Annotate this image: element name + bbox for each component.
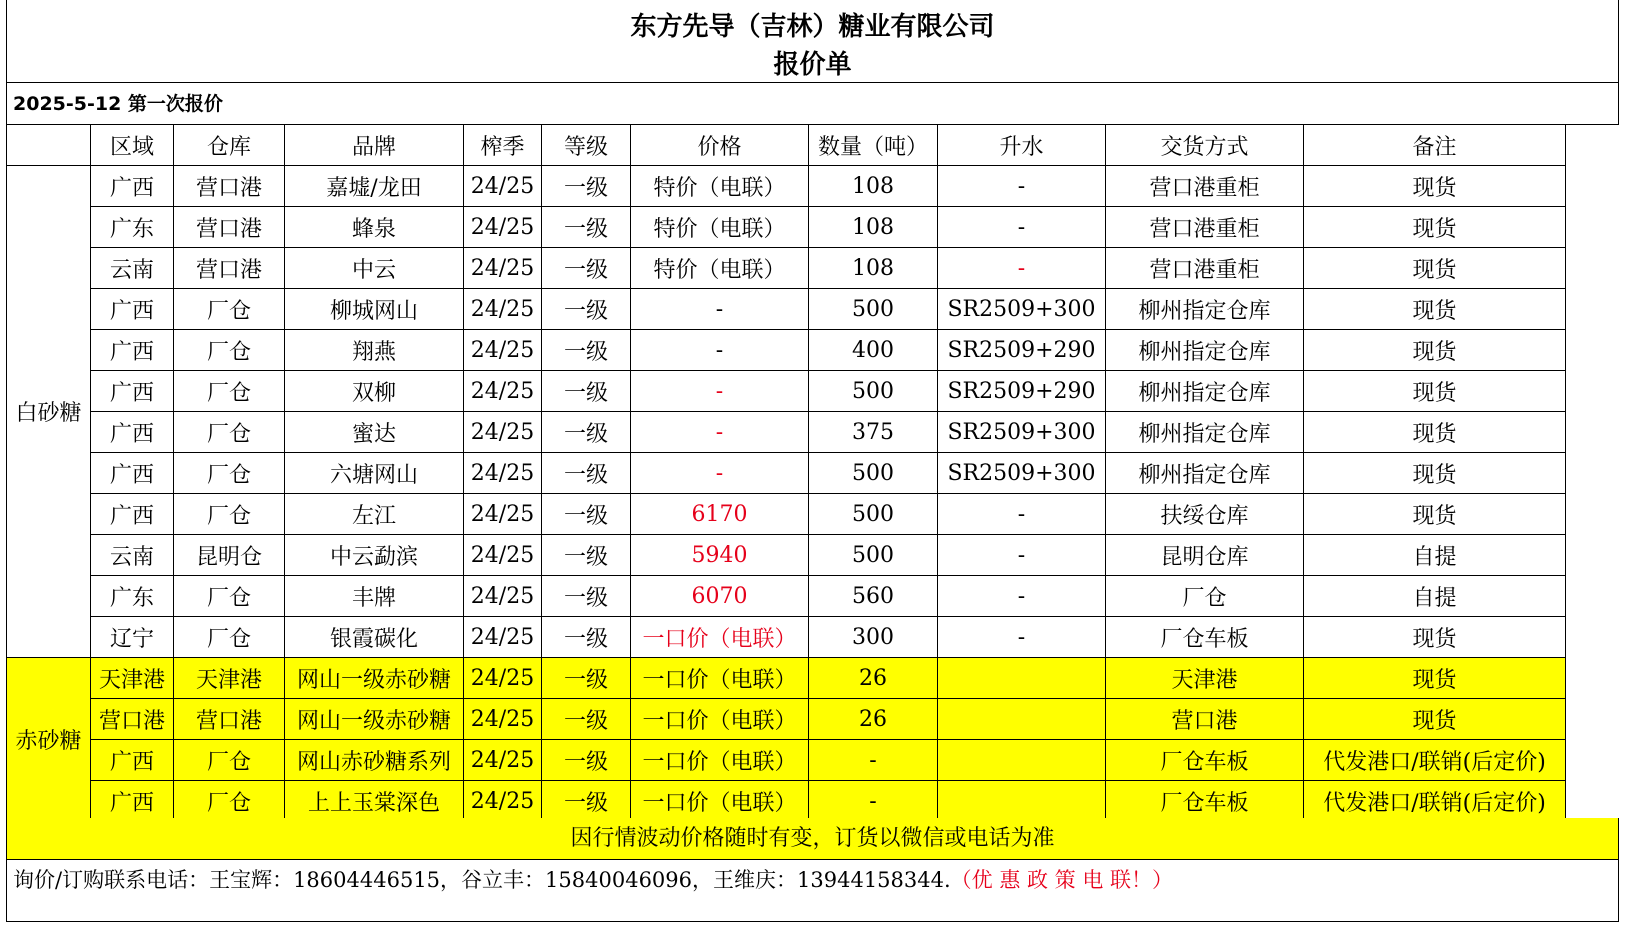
cell-premium: -: [938, 617, 1106, 658]
cell-warehouse: 厂仓: [174, 289, 285, 330]
cell-note: 现货: [1304, 207, 1566, 248]
cell-delivery: 扶绥仓库: [1106, 494, 1304, 535]
cell-warehouse: 昆明仓: [174, 535, 285, 576]
cell-price: 一口价（电联）: [631, 781, 809, 822]
cell-price: 一口价（电联）: [631, 617, 809, 658]
cell-qty: 500: [809, 289, 938, 330]
cell-season: 24/25: [464, 453, 542, 494]
cell-premium: -: [938, 207, 1106, 248]
table-row: [7, 412, 1566, 453]
cell-premium: [938, 740, 1106, 781]
cell-premium: -: [938, 576, 1106, 617]
cell-warehouse: 天津港: [174, 658, 285, 699]
table-row: [7, 617, 1566, 658]
cell-price: -: [631, 453, 809, 494]
table-row: [7, 248, 1566, 289]
cell-season: 24/25: [464, 166, 542, 207]
cell-premium: SR2509+300: [938, 412, 1106, 453]
cell-price: -: [631, 330, 809, 371]
cell-region: 广西: [91, 453, 174, 494]
cell-delivery: 柳州指定仓库: [1106, 453, 1304, 494]
cell-grade: 一级: [542, 207, 631, 248]
table-row: [7, 740, 1566, 781]
cell-premium: [938, 781, 1106, 822]
header-cell: 价格: [631, 125, 809, 166]
cell-note: 现货: [1304, 371, 1566, 412]
cell-season: 24/25: [464, 494, 542, 535]
table-row: [7, 289, 1566, 330]
cell-brand: 嘉墟/龙田: [285, 166, 464, 207]
cell-grade: 一级: [542, 658, 631, 699]
cell-warehouse: 厂仓: [174, 781, 285, 822]
cell-season: 24/25: [464, 781, 542, 822]
cell-price: 一口价（电联）: [631, 740, 809, 781]
cell-grade: 一级: [542, 371, 631, 412]
cell-note: 现货: [1304, 289, 1566, 330]
contact-line: [6, 860, 1619, 922]
cell-premium: SR2509+300: [938, 453, 1106, 494]
cell-qty: 500: [809, 453, 938, 494]
cell-warehouse: 厂仓: [174, 412, 285, 453]
cell-brand: 柳城网山: [285, 289, 464, 330]
header-cell: 升水: [938, 125, 1106, 166]
contact-phones: 询价/订购联系电话：王宝辉：18604446515，谷立丰：15840046096，王维庆：13944158344.: [13, 868, 951, 892]
cell-region: 营口港: [91, 699, 174, 740]
category-cell: 赤砂糖: [7, 658, 91, 822]
table-row: [7, 166, 1566, 207]
cell-note: 代发港口/联销(后定价): [1304, 740, 1566, 781]
cell-brand: 蜜达: [285, 412, 464, 453]
title-block: [6, 0, 1619, 83]
cell-delivery: 昆明仓库: [1106, 535, 1304, 576]
table-row: [7, 453, 1566, 494]
cell-premium: -: [938, 535, 1106, 576]
cell-qty: 560: [809, 576, 938, 617]
cell-premium: [938, 699, 1106, 740]
cell-warehouse: 厂仓: [174, 330, 285, 371]
quotation-sheet: [6, 0, 1621, 930]
table-row: [7, 576, 1566, 617]
cell-price: 一口价（电联）: [631, 699, 809, 740]
table-row: [7, 535, 1566, 576]
cell-region: 广西: [91, 494, 174, 535]
cell-price: 5940: [631, 535, 809, 576]
cell-qty: -: [809, 781, 938, 822]
cell-delivery: 天津港: [1106, 658, 1304, 699]
price-table: [6, 124, 1566, 822]
cell-warehouse: 厂仓: [174, 617, 285, 658]
cell-season: 24/25: [464, 699, 542, 740]
cell-price: 特价（电联）: [631, 207, 809, 248]
cell-premium: [938, 658, 1106, 699]
cell-note: 现货: [1304, 494, 1566, 535]
cell-brand: 中云勐滨: [285, 535, 464, 576]
cell-note: 现货: [1304, 248, 1566, 289]
cell-region: 云南: [91, 248, 174, 289]
cell-warehouse: 营口港: [174, 166, 285, 207]
cell-note: 现货: [1304, 453, 1566, 494]
header-cell: 品牌: [285, 125, 464, 166]
cell-grade: 一级: [542, 740, 631, 781]
table-row: [7, 494, 1566, 535]
cell-note: 代发港口/联销(后定价): [1304, 781, 1566, 822]
cell-grade: 一级: [542, 166, 631, 207]
cell-warehouse: 厂仓: [174, 371, 285, 412]
cell-warehouse: 厂仓: [174, 576, 285, 617]
cell-qty: 375: [809, 412, 938, 453]
cell-region: 广西: [91, 166, 174, 207]
cell-brand: 六塘网山: [285, 453, 464, 494]
cell-note: 现货: [1304, 412, 1566, 453]
header-category: [7, 125, 91, 166]
cell-grade: 一级: [542, 330, 631, 371]
cell-season: 24/25: [464, 740, 542, 781]
cell-season: 24/25: [464, 658, 542, 699]
cell-delivery: 厂仓: [1106, 576, 1304, 617]
cell-delivery: 厂仓车板: [1106, 740, 1304, 781]
cell-delivery: 柳州指定仓库: [1106, 371, 1304, 412]
cell-season: 24/25: [464, 248, 542, 289]
cell-grade: 一级: [542, 576, 631, 617]
cell-delivery: 柳州指定仓库: [1106, 330, 1304, 371]
cell-price: 6170: [631, 494, 809, 535]
cell-delivery: 营口港重柜: [1106, 166, 1304, 207]
cell-delivery: 营口港: [1106, 699, 1304, 740]
cell-region: 天津港: [91, 658, 174, 699]
cell-grade: 一级: [542, 453, 631, 494]
cell-warehouse: 营口港: [174, 699, 285, 740]
cell-premium: SR2509+290: [938, 371, 1106, 412]
cell-note: 现货: [1304, 658, 1566, 699]
cell-region: 广西: [91, 330, 174, 371]
price-notice: 因行情波动价格随时有变，订货以微信或电话为准: [6, 818, 1619, 860]
cell-price: -: [631, 412, 809, 453]
cell-brand: 翔燕: [285, 330, 464, 371]
cell-delivery: 柳州指定仓库: [1106, 289, 1304, 330]
cell-warehouse: 营口港: [174, 248, 285, 289]
table-row: [7, 781, 1566, 822]
cell-qty: 108: [809, 166, 938, 207]
cell-price: -: [631, 371, 809, 412]
cell-brand: 网山一级赤砂糖: [285, 699, 464, 740]
cell-brand: 银霞碳化: [285, 617, 464, 658]
cell-season: 24/25: [464, 617, 542, 658]
table-row: [7, 371, 1566, 412]
cell-region: 广西: [91, 371, 174, 412]
category-cell: 白砂糖: [7, 166, 91, 658]
cell-grade: 一级: [542, 248, 631, 289]
cell-grade: 一级: [542, 289, 631, 330]
header-row: [7, 125, 1566, 166]
cell-qty: 500: [809, 371, 938, 412]
header-cell: 等级: [542, 125, 631, 166]
table-row: [7, 207, 1566, 248]
table-row: [7, 330, 1566, 371]
cell-brand: 网山一级赤砂糖: [285, 658, 464, 699]
cell-premium: SR2509+300: [938, 289, 1106, 330]
cell-delivery: 厂仓车板: [1106, 617, 1304, 658]
cell-premium: -: [938, 166, 1106, 207]
cell-qty: 500: [809, 494, 938, 535]
cell-delivery: 厂仓车板: [1106, 781, 1304, 822]
company-name: 东方先导（吉林）糖业有限公司: [630, 12, 995, 42]
cell-season: 24/25: [464, 371, 542, 412]
cell-brand: 中云: [285, 248, 464, 289]
cell-season: 24/25: [464, 535, 542, 576]
cell-note: 现货: [1304, 330, 1566, 371]
cell-region: 广西: [91, 289, 174, 330]
cell-note: 现货: [1304, 617, 1566, 658]
cell-premium: -: [938, 494, 1106, 535]
cell-note: 现货: [1304, 166, 1566, 207]
cell-region: 广东: [91, 576, 174, 617]
cell-region: 广东: [91, 207, 174, 248]
cell-grade: 一级: [542, 412, 631, 453]
cell-brand: 双柳: [285, 371, 464, 412]
header-cell: 区域: [91, 125, 174, 166]
table-row: [7, 699, 1566, 740]
cell-brand: 蜂泉: [285, 207, 464, 248]
header-cell: 榨季: [464, 125, 542, 166]
table-row: [7, 658, 1566, 699]
cell-qty: 500: [809, 535, 938, 576]
header-cell: 备注: [1304, 125, 1566, 166]
cell-price: 特价（电联）: [631, 166, 809, 207]
cell-region: 广西: [91, 412, 174, 453]
cell-delivery: 营口港重柜: [1106, 207, 1304, 248]
cell-brand: 上上玉棠深色: [285, 781, 464, 822]
cell-grade: 一级: [542, 699, 631, 740]
cell-qty: 400: [809, 330, 938, 371]
cell-warehouse: 厂仓: [174, 453, 285, 494]
cell-delivery: 营口港重柜: [1106, 248, 1304, 289]
document-title: 报价单: [773, 50, 852, 80]
cell-price: 特价（电联）: [631, 248, 809, 289]
cell-brand: 网山赤砂糖系列: [285, 740, 464, 781]
cell-season: 24/25: [464, 330, 542, 371]
cell-region: 广西: [91, 740, 174, 781]
header-cell: 数量（吨）: [809, 125, 938, 166]
cell-qty: 26: [809, 699, 938, 740]
cell-note: 自提: [1304, 576, 1566, 617]
cell-season: 24/25: [464, 289, 542, 330]
cell-brand: 丰牌: [285, 576, 464, 617]
cell-qty: -: [809, 740, 938, 781]
cell-qty: 108: [809, 207, 938, 248]
cell-brand: 左江: [285, 494, 464, 535]
cell-season: 24/25: [464, 207, 542, 248]
cell-grade: 一级: [542, 494, 631, 535]
cell-premium: -: [938, 248, 1106, 289]
cell-price: 6070: [631, 576, 809, 617]
cell-region: 辽宁: [91, 617, 174, 658]
cell-grade: 一级: [542, 535, 631, 576]
cell-qty: 300: [809, 617, 938, 658]
cell-qty: 26: [809, 658, 938, 699]
cell-grade: 一级: [542, 781, 631, 822]
cell-warehouse: 营口港: [174, 207, 285, 248]
cell-grade: 一级: [542, 617, 631, 658]
cell-delivery: 柳州指定仓库: [1106, 412, 1304, 453]
header-cell: 交货方式: [1106, 125, 1304, 166]
cell-season: 24/25: [464, 576, 542, 617]
header-cell: 仓库: [174, 125, 285, 166]
cell-season: 24/25: [464, 412, 542, 453]
cell-price: 一口价（电联）: [631, 658, 809, 699]
cell-price: -: [631, 289, 809, 330]
cell-region: 广西: [91, 781, 174, 822]
cell-premium: SR2509+290: [938, 330, 1106, 371]
cell-region: 云南: [91, 535, 174, 576]
contact-highlight: （优 惠 政 策 电 联！）: [950, 868, 1174, 892]
cell-note: 现货: [1304, 699, 1566, 740]
quote-date: 2025-5-12 第一次报价: [6, 83, 1619, 125]
cell-qty: 108: [809, 248, 938, 289]
cell-warehouse: 厂仓: [174, 494, 285, 535]
cell-note: 自提: [1304, 535, 1566, 576]
cell-warehouse: 厂仓: [174, 740, 285, 781]
